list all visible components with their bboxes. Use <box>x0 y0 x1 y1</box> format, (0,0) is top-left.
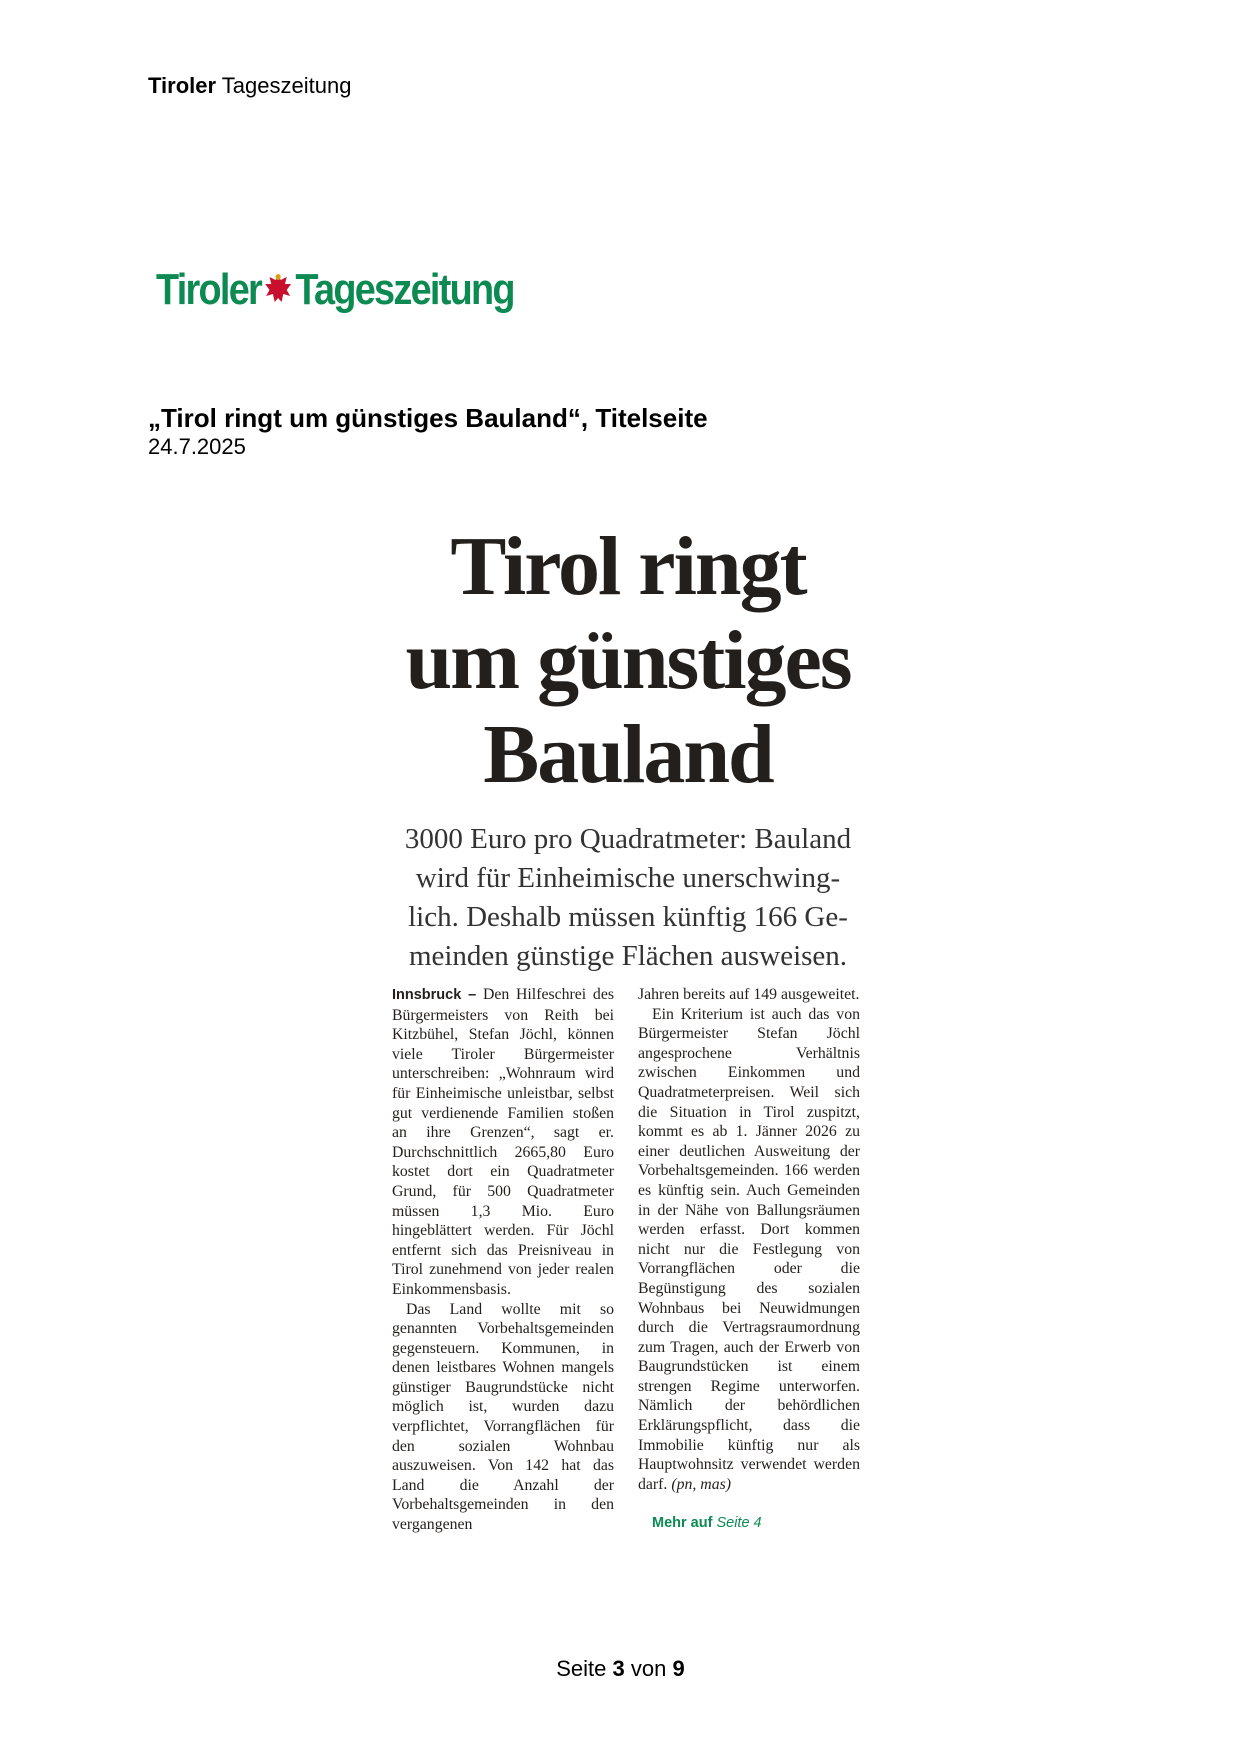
paragraph-text: Den Hilfeschrei des Bürgermeisters von Reith bei Kitzbühel, Stefan Jöchl, können viele Tiroler Bürgermeister unterschreiben: „Wohnraum wird für Einheimische unleistbar, selbst gut verdienende Familien stoßen an ihre Grenzen“, sagt er. Durchschnittlich 2665,80 Euro kostet dort ein Quadratmeter Grund, für 500 Quadratmeter müssen 1,3 Mio. Euro hingeblättert werden. Für Jöchl entfernt sich das Preisniveau in Tirol zunehmend von jeder realen Einkommensbasis. <box>392 986 614 1298</box>
logo-text-right: Tageszeitung <box>295 265 514 314</box>
article-paragraph: Jahren bereits auf 149 ausgeweitet. <box>638 986 860 1003</box>
headline-line: Bauland <box>483 708 773 801</box>
subheadline-line: lich. Deshalb müssen künftig 166 Ge- <box>408 901 848 933</box>
continued-on-page <box>638 1514 860 1534</box>
subheadline-line: 3000 Euro pro Quadratmeter: Bauland <box>404 823 852 855</box>
footer-page-number: 3 <box>612 1656 625 1681</box>
article-headline <box>378 520 878 802</box>
article-subheadline <box>378 820 878 976</box>
headline-line: um günstiges <box>405 614 851 707</box>
document-title: „Tirol ringt um günstiges Bauland“, Titelseite <box>148 403 708 433</box>
document-date: 24.7.2025 <box>148 434 246 459</box>
subheadline-line: wird für Einheimische unerschwing- <box>415 862 841 894</box>
subheadline-line: meinden günstige Flächen ausweisen. <box>408 940 848 972</box>
article-dateline: Innsbruck – <box>392 987 477 1003</box>
footer-page-total: 9 <box>672 1656 685 1681</box>
article-paragraph: Das Land wollte mit so genannten Vorbehaltsgemeinden gegensteuern. Kommunen, in denen leistbares Wohnen mangels günstiger Baugrundstücke nicht möglich ist, wurden dazu verpflichtet, Vorrangflächen für den sozialen Wohnbau auszuweisen. Von 142 hat das Land die Anzahl der Vorbehaltsgemeinden in den vergangenen <box>392 1300 614 1534</box>
page-footer <box>0 1656 1241 1682</box>
footer-middle: von <box>630 1656 667 1681</box>
article-clipping <box>378 520 878 976</box>
publication-header <box>148 72 351 100</box>
headline-line: Tirol ringt <box>450 520 806 613</box>
article-paragraph <box>392 985 614 1300</box>
tyrolean-eagle-icon <box>263 271 294 309</box>
publication-name-bold: Tiroler <box>148 73 217 98</box>
logo-text-left: Tiroler <box>156 265 262 314</box>
article-column-1 <box>392 985 614 1565</box>
continued-page: Seite 4 <box>716 1515 762 1532</box>
paragraph-text: Ein Kriterium ist auch das von Bürgermeister Stefan Jöchl angesprochene Verhältnis zwischen Einkommen und Quadratmeterpreisen. Weil sich die Situation in Tirol zuspitzt, kommt es ab 1. Jänner 2026 zu einer deutlichen Ausweitung der Vorbehaltsgemeinden. 166 werden es künftig sein. Auch Gemeinden in der Nähe von Ballungsräumen werden erfasst. Dort kommen nicht nur die Festlegung von Vorrangflächen oder die Begünstigung des sozialen Wohnbaus bei Neuwidmungen durch die Vertragsraumordnung zum Tragen, auch der Erwerb von Baugrundstücken ist einem strengen Regime unterworfen. Nämlich der behördlichen Erklärungspflicht, dass die Immobilie künftig nur als Hauptwohnsitz verwendet werden darf. <box>638 1005 860 1493</box>
footer-prefix: Seite <box>556 1656 607 1681</box>
article-body <box>392 985 860 1565</box>
article-byline: (pn, mas) <box>671 1475 732 1493</box>
article-paragraph <box>638 1005 860 1495</box>
newspaper-logo <box>156 262 514 318</box>
publication-name-regular: Tageszeitung <box>221 73 352 98</box>
continued-label: Mehr auf <box>652 1515 713 1532</box>
article-column-2 <box>638 985 860 1565</box>
